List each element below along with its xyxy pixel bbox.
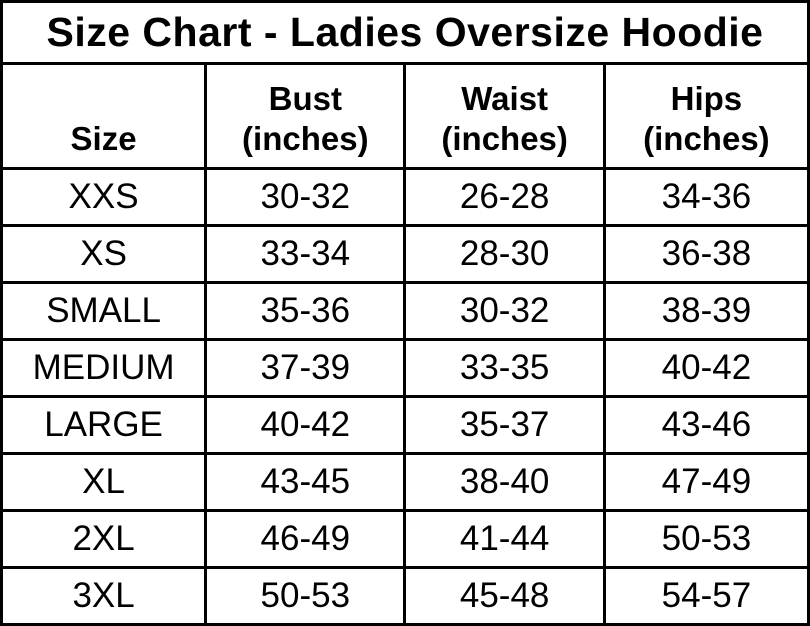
column-header-bust-unit: (inches) bbox=[242, 119, 369, 157]
size-cell: 3XL bbox=[2, 568, 206, 625]
waist-cell: 41-44 bbox=[405, 511, 604, 568]
column-header-hips bbox=[604, 64, 808, 169]
column-header-hips-unit: (inches) bbox=[643, 119, 770, 157]
table-header-row bbox=[2, 64, 809, 169]
size-cell: SMALL bbox=[2, 283, 206, 340]
table-row bbox=[2, 226, 809, 283]
waist-cell: 26-28 bbox=[405, 169, 604, 226]
size-cell: MEDIUM bbox=[2, 340, 206, 397]
hips-cell: 38-39 bbox=[604, 283, 808, 340]
bust-cell: 33-34 bbox=[206, 226, 405, 283]
table-row bbox=[2, 454, 809, 511]
hips-cell: 43-46 bbox=[604, 397, 808, 454]
waist-cell: 38-40 bbox=[405, 454, 604, 511]
column-header-hips-label: Hips bbox=[670, 79, 743, 117]
bust-cell: 37-39 bbox=[206, 340, 405, 397]
size-cell: XS bbox=[2, 226, 206, 283]
table-row bbox=[2, 169, 809, 226]
hips-cell: 47-49 bbox=[604, 454, 808, 511]
column-header-bust bbox=[206, 64, 405, 169]
size-cell: LARGE bbox=[2, 397, 206, 454]
hips-cell: 34-36 bbox=[604, 169, 808, 226]
size-cell: 2XL bbox=[2, 511, 206, 568]
bust-cell: 35-36 bbox=[206, 283, 405, 340]
column-header-waist-unit: (inches) bbox=[441, 119, 568, 157]
waist-cell: 45-48 bbox=[405, 568, 604, 625]
table-row bbox=[2, 283, 809, 340]
column-header-size-label: Size bbox=[70, 119, 137, 157]
bust-cell: 40-42 bbox=[206, 397, 405, 454]
table-row bbox=[2, 340, 809, 397]
column-header-waist bbox=[405, 64, 604, 169]
hips-cell: 54-57 bbox=[604, 568, 808, 625]
bust-cell: 30-32 bbox=[206, 169, 405, 226]
waist-cell: 28-30 bbox=[405, 226, 604, 283]
waist-cell: 30-32 bbox=[405, 283, 604, 340]
hips-cell: 40-42 bbox=[604, 340, 808, 397]
column-header-bust-label: Bust bbox=[268, 79, 342, 117]
waist-cell: 33-35 bbox=[405, 340, 604, 397]
hips-cell: 36-38 bbox=[604, 226, 808, 283]
size-cell: XL bbox=[2, 454, 206, 511]
bust-cell: 50-53 bbox=[206, 568, 405, 625]
table-row bbox=[2, 568, 809, 625]
table-row bbox=[2, 397, 809, 454]
column-header-size bbox=[2, 64, 206, 169]
table-row bbox=[2, 511, 809, 568]
waist-cell: 35-37 bbox=[405, 397, 604, 454]
chart-title: Size Chart - Ladies Oversize Hoodie bbox=[2, 2, 809, 64]
size-cell: XXS bbox=[2, 169, 206, 226]
hips-cell: 50-53 bbox=[604, 511, 808, 568]
bust-cell: 46-49 bbox=[206, 511, 405, 568]
table-title-row bbox=[2, 2, 809, 64]
column-header-waist-label: Waist bbox=[461, 79, 549, 117]
bust-cell: 43-45 bbox=[206, 454, 405, 511]
